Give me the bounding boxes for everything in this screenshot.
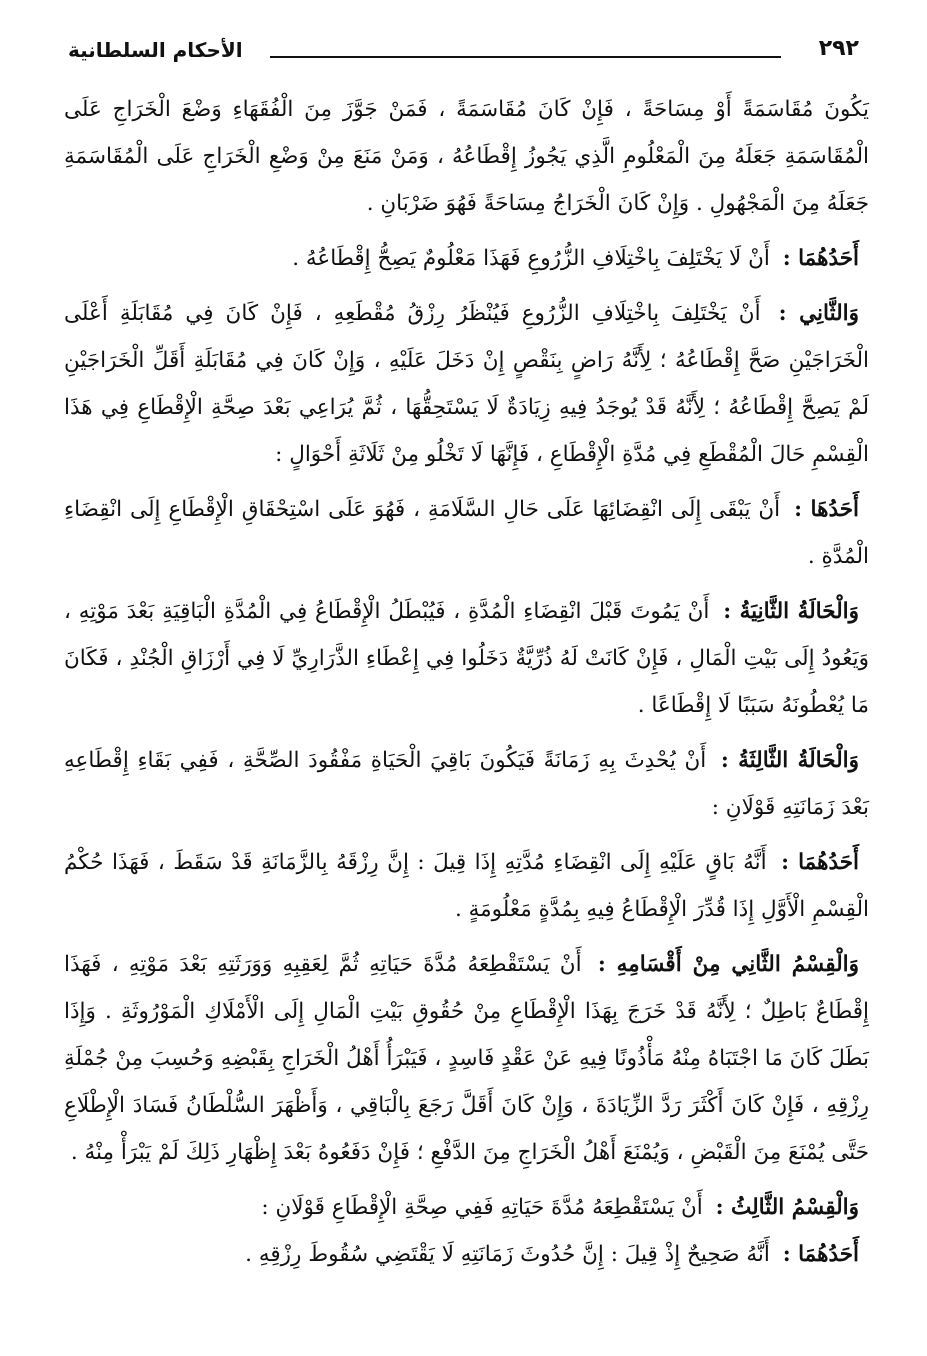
paragraph-text: أَنْ يَسْتَقْطِعَهُ مُدَّةَ حَيَاتِهِ ثُمَّ لِعَقِبِهِ وَوَرَثَتِهِ بَعْدَ مَوْتِهِ ، فَهَذَا إِقْطَاعٌ بَاطِلٌ ؛ لِأَنَّهُ قَدْ خَرَجَ بِهَذَا الْإِقْطَاعِ مِنْ حُقُوقِ بَيْتِ الْمَالِ إِلَى الْأَمْلَاكِ الْمَوْرُوثَةِ . وَإِذَا بَطَلَ كَانَ مَا اجْتَبَاهُ مِنْهُ مَأْذُونًا فِيهِ عَنْ عَقْدٍ فَاسِدٍ ، فَيَبْرَأُ أَهْلُ الْخَرَاجِ بِقَبْضِهِ وَحُسِبَ مِنْ جُمْلَةِ رِزْقِهِ ، فَإِنْ كَانَ أَكْثَرَ رَدَّ الزِّيَادَةَ ، وَإِنْ كَانَ أَقَلَّ رَجَعَ بِالْبَاقِي ، وَأَظْهَرَ السُّلْطَانُ فَسَادَ الْإِطْلَاعِ حَتَّى يُمْنَعَ مِنَ الْقَبْضِ ، وَيُمْنَعَ أَهْلُ الْخَرَاجِ مِنَ الدَّفْعِ ؛ فَإِنْ دَفَعُوهُ بَعْدَ إِظْهَارِ ذَلِكَ لَمْ يَبْرَأْ مِنْهُ . — [64, 952, 869, 1165]
paragraph-text: أَنْ يَمُوتَ قَبْلَ انْقِضَاءِ الْمُدَّةِ ، فَيُبْطَلُ الْإِقْطَاعُ فِي الْمُدَّةِ الْبَاقِيَةِ بَعْدَ مَوْتِهِ ، وَيَعُودُ إِلَى بَيْتِ الْمَالِ ، فَإِنْ كَانَتْ لَهُ ذُرِّيَّةٌ دَخَلُوا فِي إِعْطَاءِ الذَّرَارِيِّ لَا فِي أَرْزَاقِ الْجُنْدِ ، فَكَانَ مَا يُعْطُونَهُ سَبَبًا لَا إِقْطَاعًا . — [64, 599, 869, 718]
paragraph-lead: أَحَدُهُمَا : — [781, 850, 859, 875]
paragraph — [64, 290, 869, 478]
paragraph-lead: وَالْقِسْمُ الثَّانِي مِنْ أَقْسَامِهِ : — [597, 952, 859, 977]
paragraph-lead: أَحَدُهُمَا : — [782, 246, 859, 271]
paragraph-lead: أَحَدُهُمَا : — [782, 1242, 859, 1267]
paragraph-text: أَنْ يَسْتَقْطِعَهُ مُدَّةَ حَيَاتِهِ فَفِي صِحَّةِ الْإِقْطَاعِ قَوْلَانِ : — [261, 1195, 703, 1220]
paragraph-text: أَنَّهُ بَاقٍ عَلَيْهِ إِلَى انْقِضَاءِ مُدَّتِهِ إِذَا قِيلَ : إِنَّ رِزْقَهُ بِالزَّمَانَةِ قَدْ سَقَطَ ، فَهَذَا حُكْمُ الْقِسْمِ الْأَوَّلِ إِذَا قُدِّرَ الْإِقْطَاعُ فِيهِ بِمُدَّةٍ مَعْلُومَةٍ . — [64, 850, 869, 922]
paragraph-text: أَنْ يُحْدِثَ بِهِ زَمَانَةً فَيَكُونَ بَاقِيَ الْحَيَاةِ مَفْقُودَ الصِّحَّةِ ، فَفِي بَقَاءِ إِقْطَاعِهِ بَعْدَ زَمَانَتِهِ قَوْلَانِ : — [64, 748, 869, 820]
header-rule — [270, 56, 781, 58]
paragraph-lead: وَالْحَالَةُ الثَّانِيَةُ : — [723, 599, 859, 624]
paragraph — [64, 86, 869, 227]
paragraph — [64, 588, 869, 729]
running-header — [64, 34, 869, 68]
paragraph — [64, 1184, 869, 1231]
book-title: الأحكام السلطانية — [68, 38, 243, 62]
paragraph-lead: وَالثَّانِي : — [778, 301, 859, 326]
paragraph — [64, 941, 869, 1176]
paragraph-text: أَنَّهُ صَحِيحٌ إِذْ قِيلَ : إِنَّ حُدُوثَ زَمَانَتِهِ لَا يَقْتَضِي سُقُوطَ رِزْقِهِ . — [245, 1242, 770, 1267]
paragraph — [64, 839, 869, 933]
paragraph-text: يَكُونَ مُقَاسَمَةً أَوْ مِسَاحَةً ، فَإِنْ كَانَ مُقَاسَمَةً ، فَمَنْ جَوَّزَ مِنَ الْفُقَهَاءِ وَضْعَ الْخَرَاجِ عَلَى الْمُقَاسَمَةِ جَعَلَهُ مِنَ الْمَعْلُومِ الَّذِي يَجُوزُ إِقْطَاعُهُ ، وَمَنْ مَنَعَ مِنْ وَضْعِ الْخَرَاجِ عَلَى الْمُقَاسَمَةِ جَعَلَهُ مِنَ الْمَجْهُولِ . وَإِنْ كَانَ الْخَرَاجُ مِسَاحَةً فَهُوَ ضَرْبَانِ . — [64, 97, 869, 216]
paragraph-lead: وَالْحَالَةُ الثَّالِثَةُ : — [720, 748, 859, 773]
paragraph-lead: وَالْقِسْمُ الثَّالِثُ : — [715, 1195, 859, 1220]
paragraph — [64, 235, 869, 282]
paragraph — [64, 737, 869, 831]
paragraph-text: أَنْ يَبْقَى إِلَى انْقِضَائِهَا عَلَى حَالِ السَّلَامَةِ ، فَهُوَ عَلَى اسْتِحْقَاقِ الْإِقْطَاعِ إِلَى انْقِضَاءِ الْمُدَّةِ . — [64, 497, 869, 569]
page-number: ٢٩٢ — [818, 36, 859, 61]
paragraph — [64, 486, 869, 580]
paragraph-text: أَنْ يَخْتَلِفَ بِاخْتِلَافِ الزُّرُوعِ فَيُنْظَرُ رِزْقُ مُقْطَعِهِ ، فَإِنْ كَانَ فِي مُقَابَلَةِ أَعْلَى الْخَرَاجَيْنِ صَحَّ إِقْطَاعُهُ ؛ لِأَنَّهُ رَاضٍ بِنَقْصٍ إِنْ دَخَلَ عَلَيْهِ ، وَإِنْ كَانَ فِي مُقَابَلَةِ أَقَلِّ الْخَرَاجَيْنِ لَمْ يَصِحَّ إِقْطَاعُهُ ؛ لِأَنَّهُ قَدْ يُوجَدُ فِيهِ زِيَادَةٌ لَا يَسْتَحِقُّهَا ، ثُمَّ يُرَاعِي بَعْدَ صِحَّةِ الْإِقْطَاعِ فِي هَذَا الْقِسْمِ حَالَ الْمُقْطَعِ فِي مُدَّةِ الْإِقْطَاعِ ، فَإِنَّهَا لَا تَخْلُو مِنْ ثَلَاثَةِ أَحْوَالٍ : — [64, 301, 869, 467]
paragraph-lead: أَحَدُهَا : — [794, 497, 859, 522]
paragraph-text: أَنْ لَا يَخْتَلِفَ بِاخْتِلَافِ الزُّرُوعِ فَهَذَا مَعْلُومٌ يَصِحُّ إِقْطَاعُهُ . — [292, 246, 770, 271]
paragraph — [64, 1231, 869, 1278]
body-text — [64, 86, 869, 1278]
